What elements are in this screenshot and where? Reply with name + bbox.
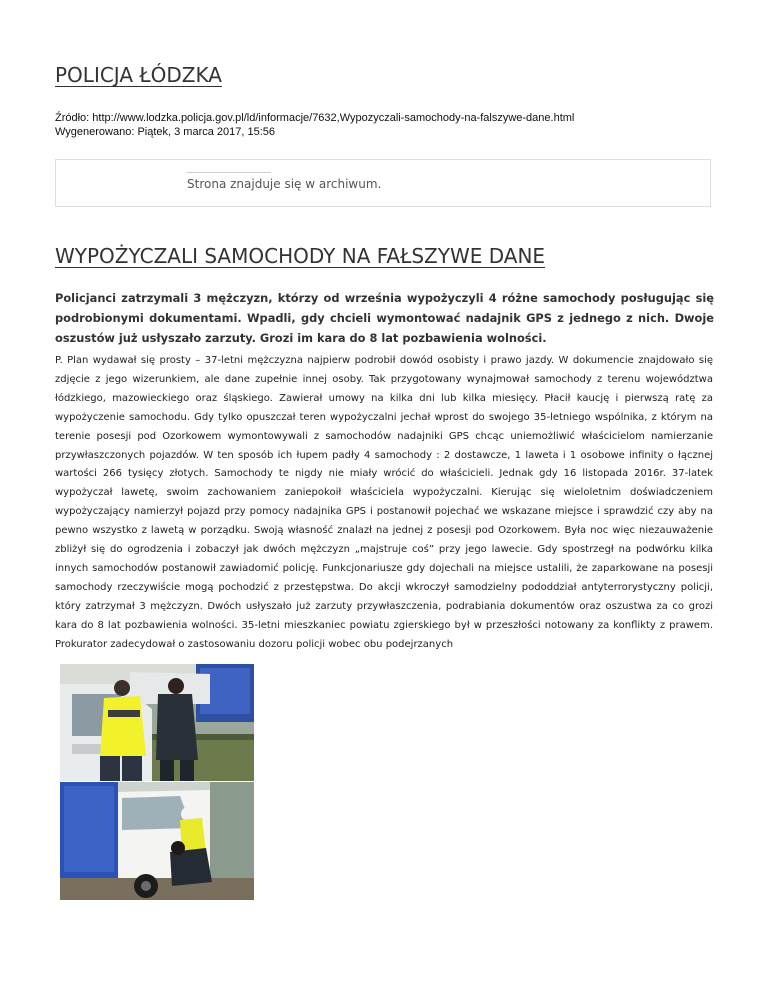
article-title: WYPOŻYCZALI SAMOCHODY NA FAŁSZYWE DANE <box>55 244 546 268</box>
generated-date: Wygenerowano: Piątek, 3 marca 2017, 15:56 <box>55 126 276 138</box>
archive-divider <box>187 172 271 173</box>
site-title[interactable]: POLICJA ŁÓDZKA <box>55 63 222 87</box>
article-lead: Policjanci zatrzymali 3 mężczyzn, którzy od września wypożyczyli 4 różne samochody posługując się podrobionymi dokumentami. Wpadli, gdy chcieli wymontować nadajnik GPS z jednego z nich. Dwoje oszustów już usłyszało zarzuty. Grozi im kara do 8 lat pozbawienia wolności. <box>55 291 714 345</box>
article-body: P. Plan wydawał się prosty – 37-letni mężczyzna najpierw podrobił dowód osobisty i prawo jazdy. W dokumencie znajdowało się zdjęcie z jego wizerunkiem, ale dane zupełnie innej osoby. Tak przygotowany wynajmował samochody z terenu województwa łódzkiego, mazowieckiego oraz śląskiego. Zawierał umowy na kilka dni lub kilka miesięcy. Płacił kaucję i pierwszą ratę za wypożyczenie samochodu. Gdy tylko opuszczał teren wypożyczalni jechał wprost do swojego 35-letniego wspólnika, z którym na terenie posesji pod Ozorkowem wymontowywali z samochodów nadajniki GPS chcąc uniemożliwić właścicielom namierzanie przywłaszczonych pojazdów. W ten sposób ich łupem padły 4 samochody : 2 dostawcze, 1 laweta i 1 osobowe infinity o łącznej wartości 266 tysięcy złotych. Samochody te nigdy nie miały wrócić do właścicieli. Jednak gdy 16 listopada 2016r. 37-latek wypożyczał lawetę, swoim zachowaniem zaniepokoił właściciela wypożyczalni. Kierując się wieloletnim doświadczeniem wypożyczający namierzył pojazd przy pomocy nadajnika GPS i postanowił pojechać we wskazane miejsce i sprawdzić czy aby na pewno wszystko z lawetą w porządku. Swoją własność znalazł na jednej z posesji pod Ozorkowem. Była noc więc niezauważenie zbliżył się do ogrodzenia i zobaczył jak dwóch mężczyzn „majstruje coś” przy jego lawecie. Gdy spostrzegł na podwórku kilka innych samochodów postanowił zawiadomić policję. Funkcjonariusze gdy dojechali na miejsce ustalili, że zaparkowane na posesji samochody rzeczywiście mogą pochodzić z przestępstwa. Do akcji wkroczył samodzielny pododdział antyterrorystyczny policji, który zatrzymał 3 mężczyzn. Dwóch usłyszało już zarzuty przywłaszczenia, podrabiania dokumentów oraz oszustwa za co grozi kara do 8 lat pozbawienia wolności. 35-letni mieszkaniec powiatu zgierskiego był w przeszłości notowany za konflikty z prawem. Prokurator zadecydował o zastosowaniu dozoru policji wobec obu podejrzanych <box>55 355 713 650</box>
officers-at-truck-photo <box>60 782 254 900</box>
document-meta <box>55 111 574 139</box>
police-officer-at-van-photo <box>60 664 254 781</box>
archive-notice-text: Strona znajduje się w archiwum. <box>187 177 382 191</box>
source-url: Źródło: http://www.lodzka.policja.gov.pl/ld/informacje/7632,Wypozyczali-samochody-na-falszywe-dane.html <box>55 112 575 124</box>
archive-notice <box>55 159 711 207</box>
